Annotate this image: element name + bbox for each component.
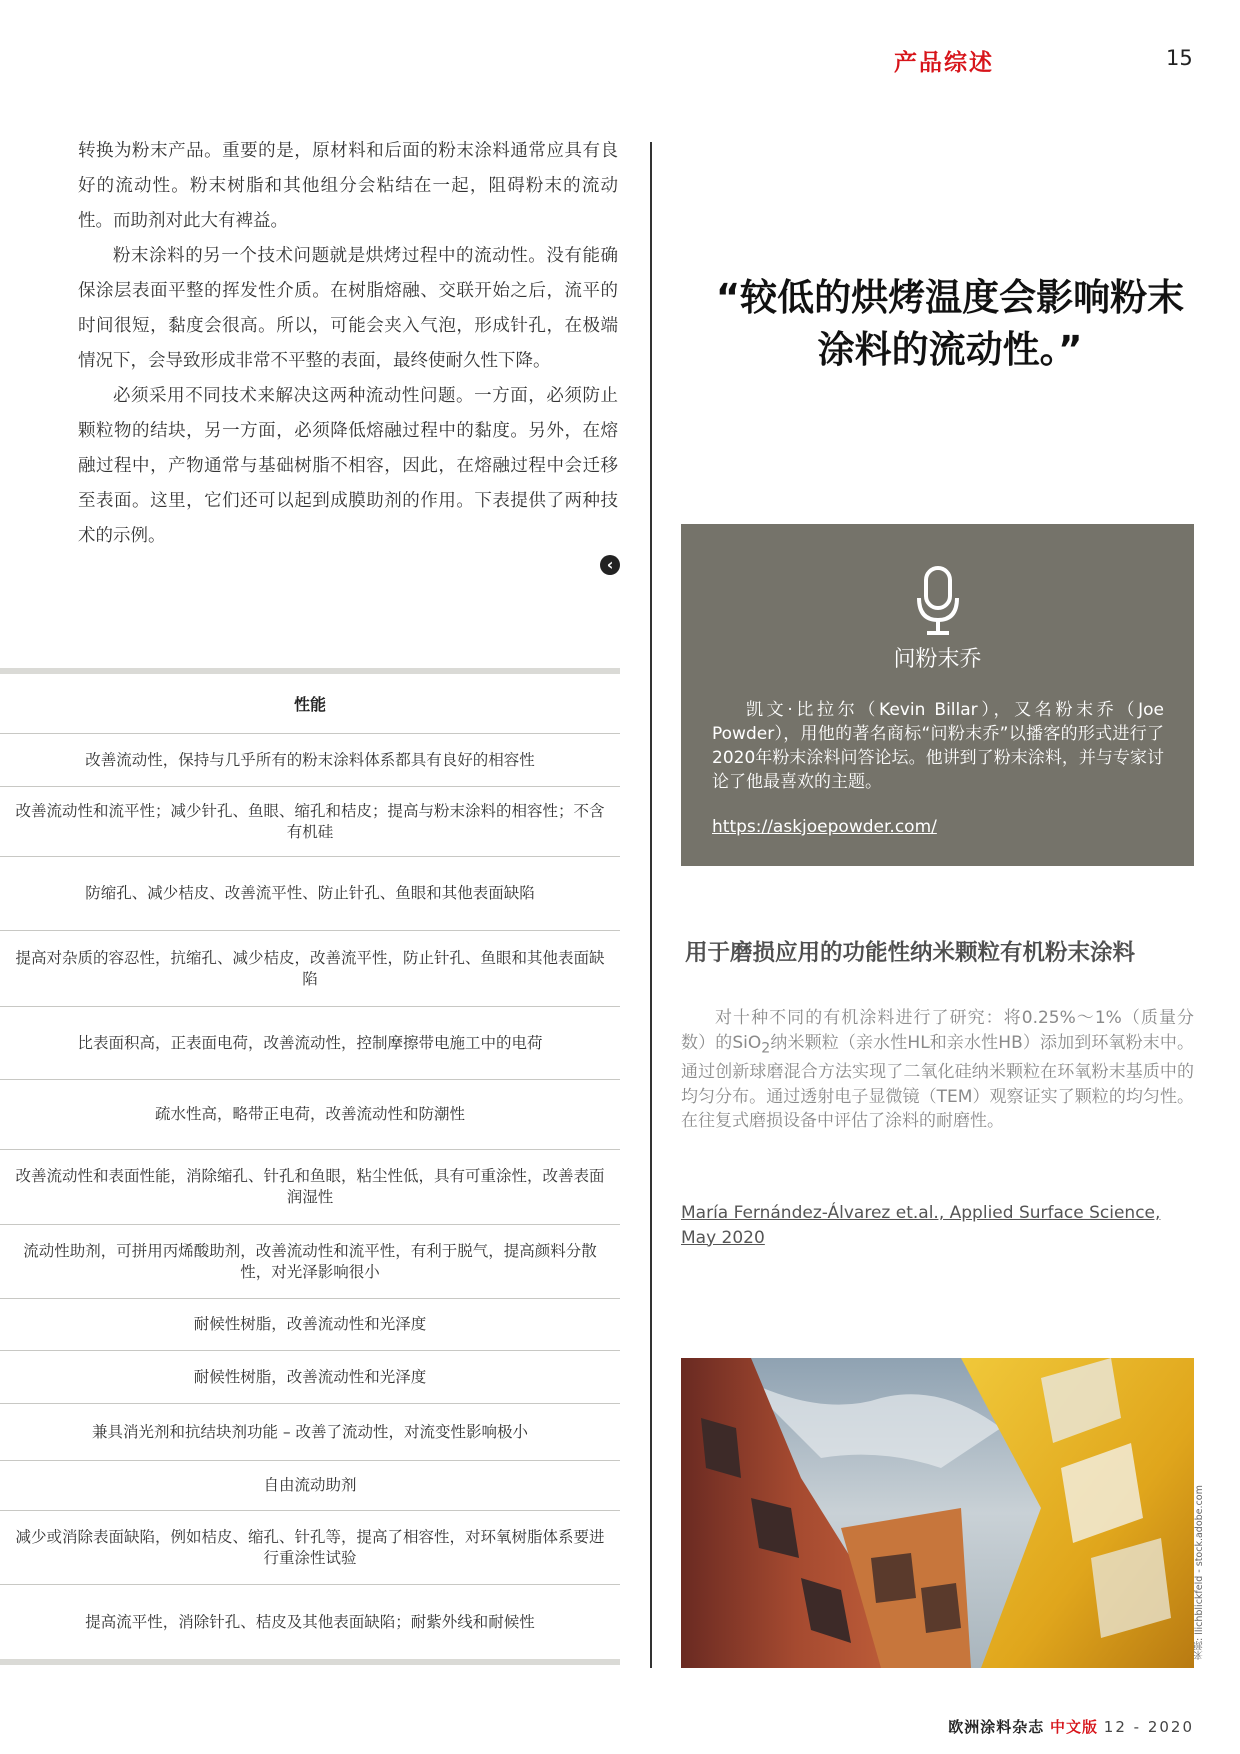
- body-paragraph: 必须采用不同技术来解决这两种流动性问题。一方面，必须防止颗粒物的结块，另一方面，必须降低熔融过程中的黏度。另外，在熔融过程中，产物通常与基础树脂不相容，因此，在熔融过程中会迁移至表面。这里，它们还可以起到成膜助剂的作用。下表提供了两种技术的示例。: [78, 386, 618, 546]
- body-paragraph: 转换为粉末产品。重要的是，原材料和后面的粉末涂料通常应具有良好的流动性。粉末树脂和其他组分会粘结在一起，阻碍粉末的流动性。而助剂对此大有裨益。: [78, 141, 618, 231]
- podcast-link[interactable]: https://askjoepowder.com/: [712, 817, 937, 837]
- table-row: 改善流动性，保持与几乎所有的粉末涂料体系都具有良好的相容性: [0, 734, 620, 787]
- table-row: 提高对杂质的容忍性，抗缩孔、减少桔皮，改善流平性，防止针孔、鱼眼和其他表面缺陷: [0, 931, 620, 1007]
- subscript: 2: [761, 1039, 771, 1056]
- abstract-text-end: 纳米颗粒（亲水性HL和亲水性HB）添加到环氧粉末中。通过创新球磨混合方法实现了二氧化硅纳米颗粒在环氧粉末基质中的均匀分布。通过透射电子显微镜（TEM）观察证实了颗粒的均匀性。在往复式磨损设备中评估了涂料的耐磨性。: [681, 1032, 1194, 1132]
- abstract-citation[interactable]: [681, 1201, 1194, 1250]
- table-header: 性能: [0, 674, 620, 734]
- table-row: 自由流动助剂: [0, 1461, 620, 1511]
- table-row: 耐候性树脂，改善流动性和光泽度: [0, 1299, 620, 1351]
- table-row: 减少或消除表面缺陷，例如桔皮、缩孔、针孔等，提高了相容性，对环氧树脂体系要进行重涂性试验: [0, 1511, 620, 1585]
- podcast-box: [681, 524, 1194, 866]
- magazine-name: 欧洲涂料杂志: [948, 1718, 1045, 1736]
- abstract-heading: 用于磨损应用的功能性纳米颗粒有机粉末涂料: [685, 940, 1136, 966]
- table-row: 兼具消光剂和抗结块剂功能 – 改善了流动性，对流变性影响极小: [0, 1404, 620, 1461]
- abstract-body: [681, 1006, 1194, 1134]
- table-row: 改善流动性和表面性能，消除缩孔、针孔和鱼眼，粘尘性低，具有可重涂性，改善表面润湿性: [0, 1150, 620, 1225]
- continue-arrow-icon[interactable]: ‹: [600, 555, 620, 575]
- table-row: 疏水性高，略带正电荷，改善流动性和防潮性: [0, 1080, 620, 1150]
- table-row: 提高流平性，消除针孔、桔皮及其他表面缺陷；耐紫外线和耐候性: [85, 1612, 535, 1631]
- table-row: 流动性助剂，可拼用丙烯酸助剂，改善流动性和流平性，有利于脱气，提高颜料分散性，对光泽影响很小: [0, 1225, 620, 1299]
- article-body: [78, 134, 618, 554]
- citation-link[interactable]: María Fernández-Álvarez et.al., Applied Surface Science, May 2020: [681, 1203, 1161, 1248]
- table-row: 耐候性树脂，改善流动性和光泽度: [0, 1351, 620, 1404]
- building-facade-image: [681, 1358, 1194, 1668]
- table-row: 防缩孔、减少桔皮、改善流平性、防止针孔、鱼眼和其他表面缺陷: [0, 857, 620, 931]
- body-paragraph: 粉末涂料的另一个技术问题就是烘烤过程中的流动性。没有能确保涂层表面平整的挥发性介质。在树脂熔融、交联开始之后，流平的时间很短，黏度会很高。所以，可能会夹入气泡，形成针孔，在极端情况下，会导致形成非常不平整的表面，最终使耐久性下降。: [78, 246, 618, 371]
- section-title: 产品综述: [894, 50, 994, 76]
- building-photo: [681, 1358, 1194, 1668]
- podcast-title: 问粉末乔: [893, 647, 982, 672]
- page-footer: [948, 1716, 1194, 1737]
- table-bottom-rule: [0, 1659, 620, 1665]
- podcast-description: 凯文·比拉尔（Kevin Billar），又名粉末乔（Joe Powder），用他的著名商标“问粉末乔”以播客的形式进行了2020年粉末涂料问答论坛。他讲到了粉末涂料，并与专家讨论了他最喜欢的主题。: [712, 700, 1164, 792]
- photo-credit: 来源: llichblickfeld - stock.adobe.com: [1194, 1485, 1205, 1660]
- additives-table: [0, 668, 620, 1665]
- column-divider: [650, 142, 652, 1668]
- microphone-icon: [915, 566, 961, 636]
- table-row: 改善流动性和流平性；减少针孔、鱼眼、缩孔和桔皮；提高与粉末涂料的相容性；不含有机硅: [0, 787, 620, 857]
- page-number: 15: [1166, 46, 1193, 70]
- abstract-text-start: 对十种不同的有机涂料进行了研究：将0.25%～1%（质量分数）的SiO: [681, 1008, 1194, 1053]
- table-row: 比表面积高，正表面电荷，改善流动性，控制摩擦带电施工中的电荷: [0, 1007, 620, 1080]
- issue-date: 12 - 2020: [1103, 1718, 1194, 1736]
- edition-label: 中文版: [1049, 1718, 1098, 1736]
- pull-quote: “较低的烘烤温度会影响粉末涂料的流动性。”: [715, 276, 1185, 371]
